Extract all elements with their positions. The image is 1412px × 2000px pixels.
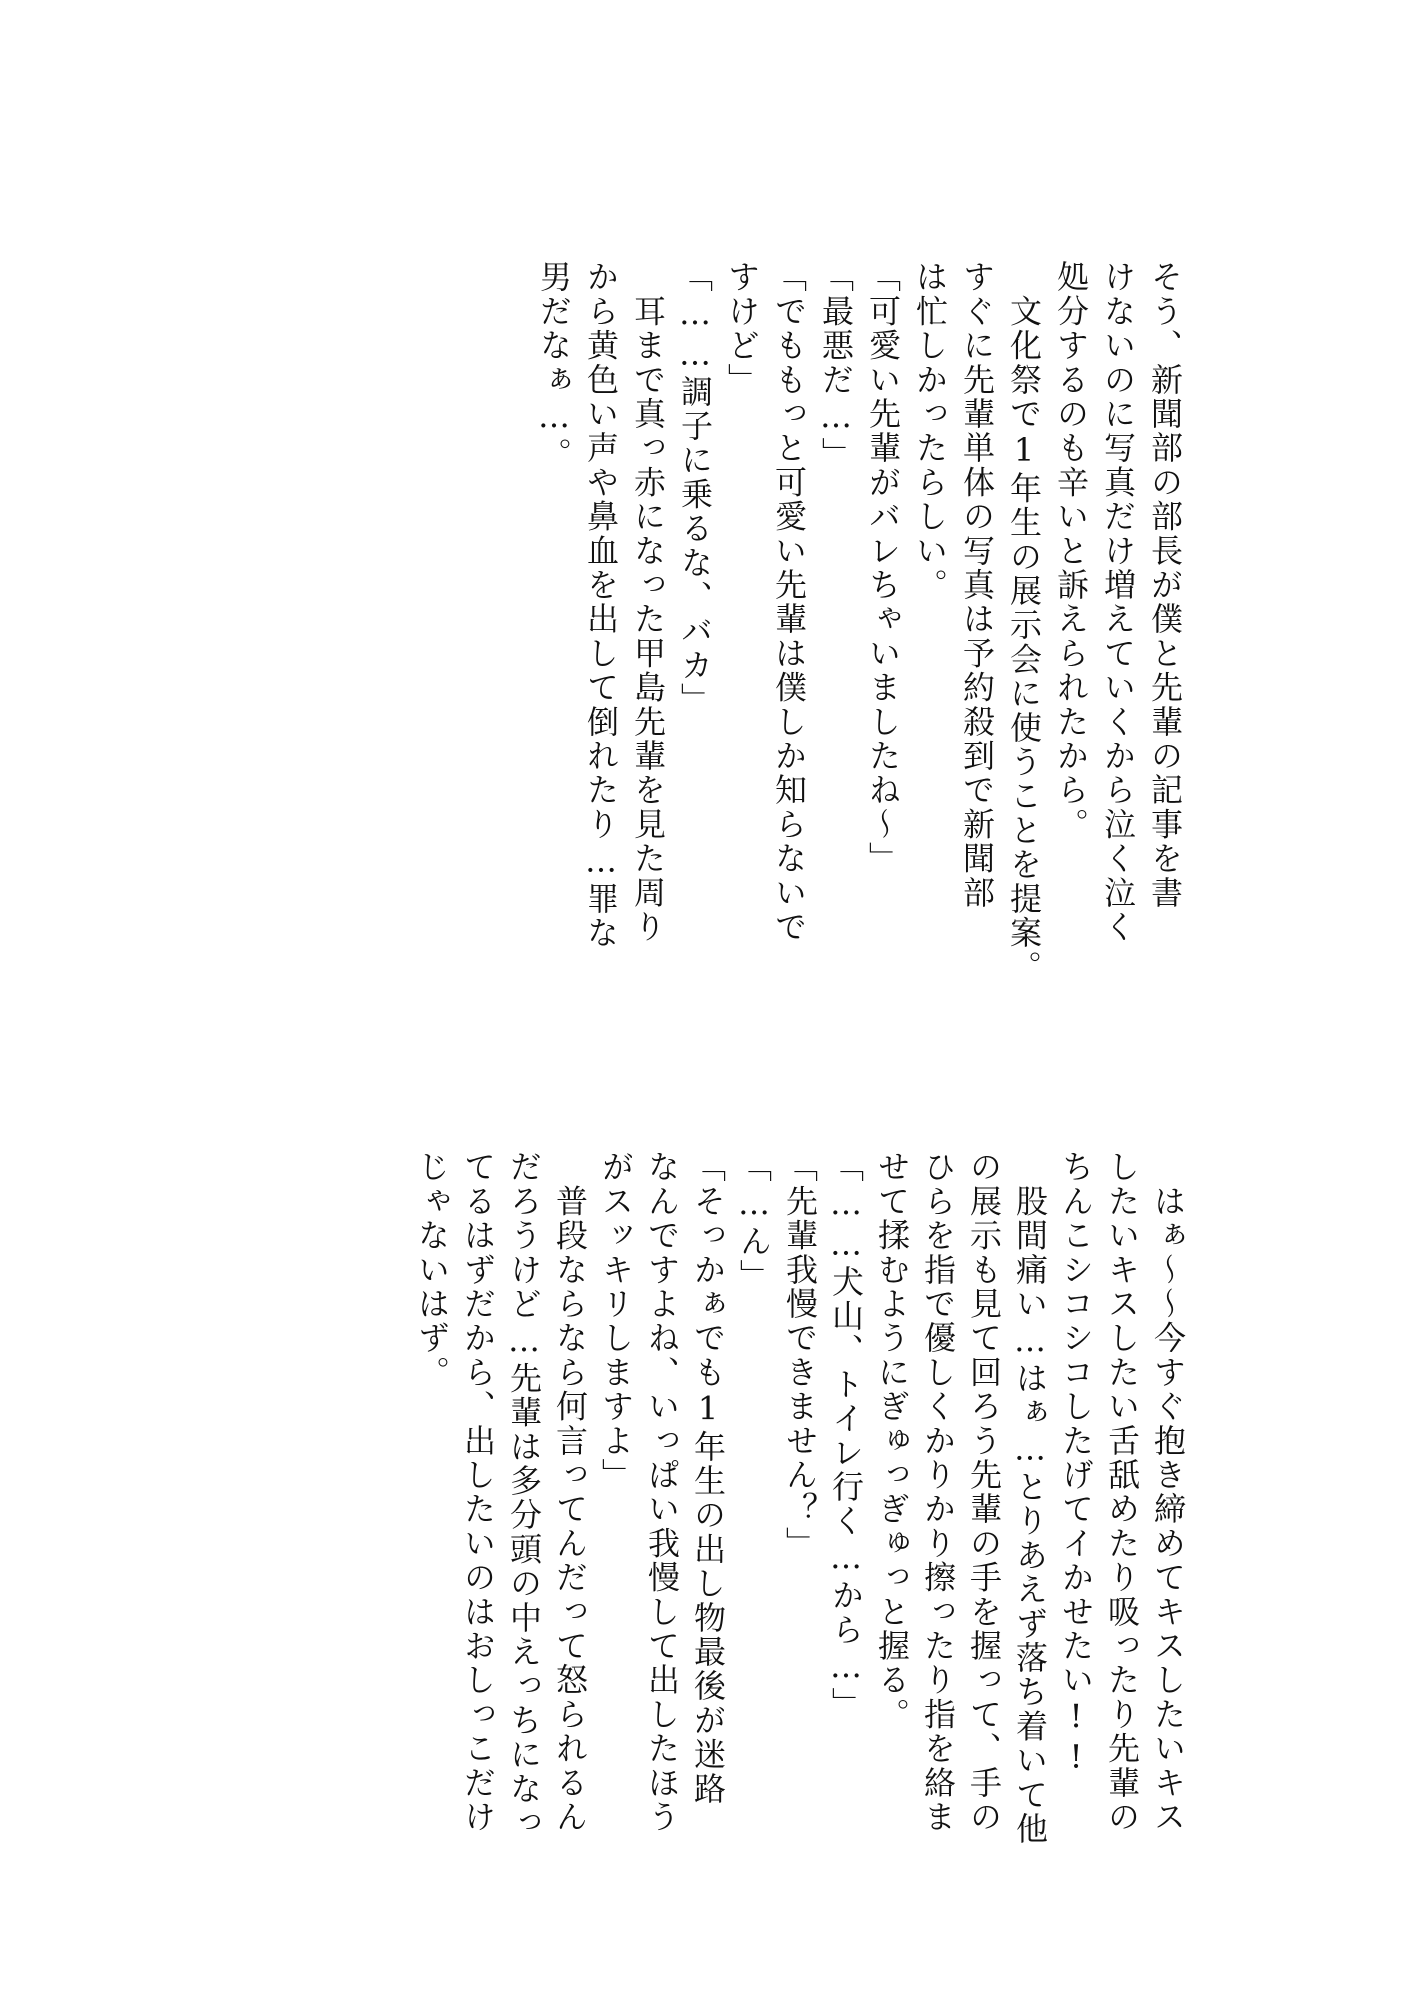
text-line: 「でももっと可愛い先輩は僕しか知らないで xyxy=(770,260,808,944)
text-line: ひらを指で優しくかりかり擦ったり指を絡ま xyxy=(919,1150,957,1834)
text-line: そう、新聞部の部長が僕と先輩の記事を書 xyxy=(1146,260,1184,910)
text-line: 文化祭で1年生の展示会に使うことを提案。 xyxy=(1005,260,1043,985)
text-line: 「そっかぁでも1年生の出し物最後が迷路 xyxy=(689,1150,727,1806)
text-line: ちんこシコシコしたげてイかせたい!! xyxy=(1057,1150,1095,1778)
text-line: 普段ならなら何言ってんだって怒られるん xyxy=(551,1150,589,1834)
text-line: はぁ～～今すぐ抱き締めてキスしたいキス xyxy=(1149,1150,1187,1834)
text-line: 「……調子に乗るな、バカ」 xyxy=(676,260,714,717)
text-line: 「…ん」 xyxy=(735,1150,773,1293)
text-line: 「先輩我慢できません？」 xyxy=(781,1150,819,1561)
text-line: から黄色い声や鼻血を出して倒れたり…罪な xyxy=(582,260,620,950)
text-line: 処分するのも辛いと訴えられたから。 xyxy=(1052,260,1090,842)
text-line: なんですよね、いっぱい我慢して出したほう xyxy=(643,1150,681,1834)
text-line: じゃないはず。 xyxy=(413,1150,451,1390)
text-line: 「……犬山、トイレ行く…から…」 xyxy=(827,1150,865,1722)
text-line: したいキスしたい舌舐めたり吸ったり先輩の xyxy=(1103,1150,1141,1834)
text-line: けないのに写真だけ増えていくから泣く泣く xyxy=(1099,260,1137,944)
text-line: てるはずだから、出したいのはおしっこだけ xyxy=(459,1150,497,1834)
text-line: 「可愛い先輩がバレちゃいましたね～」 xyxy=(864,260,902,876)
text-line: すけど」 xyxy=(723,260,761,397)
text-line: 耳まで真っ赤になった甲島先輩を見た周り xyxy=(629,260,667,944)
text-line: 男だなぁ…。 xyxy=(535,260,573,472)
text-line: すぐに先輩単体の写真は予約殺到で新聞部 xyxy=(958,260,996,910)
text-line: 「最悪だ…」 xyxy=(817,260,855,472)
text-line: 股間痛い…はぁ…とりあえず落ち着いて他 xyxy=(1011,1150,1049,1847)
text-block-top xyxy=(535,260,1185,985)
text-line: だろうけど…先輩は多分頭の中えっちになっ xyxy=(505,1150,543,1840)
text-line: がスッキリしますよ」 xyxy=(597,1150,635,1492)
text-line: は忙しかったらしい。 xyxy=(911,260,949,602)
text-line: せて揉むようにぎゅっぎゅっと握る。 xyxy=(873,1150,911,1732)
text-line: の展示も見て回ろう先輩の手を握って、手の xyxy=(965,1150,1003,1834)
text-block-bottom xyxy=(408,1150,1188,1850)
